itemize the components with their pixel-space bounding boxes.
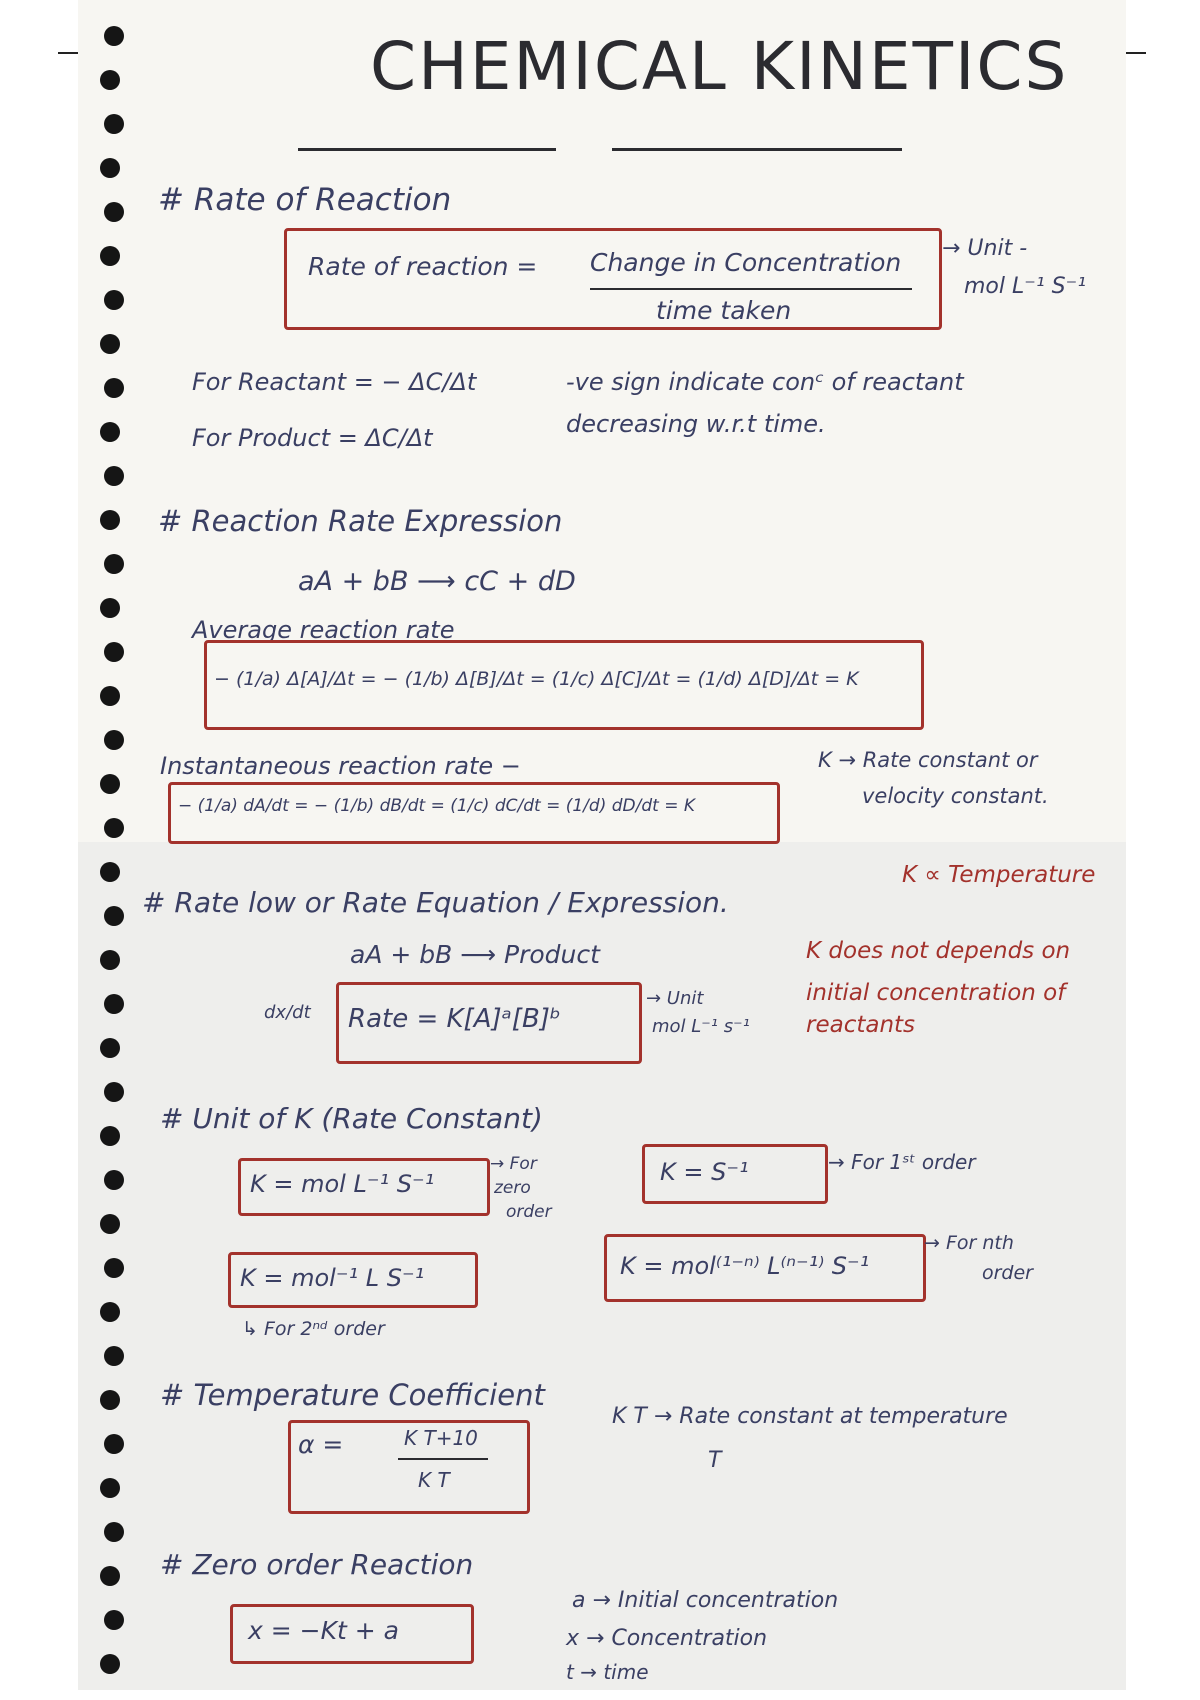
binding-hole	[100, 70, 120, 90]
temperature-note-line2: T	[708, 1448, 722, 1473]
instantaneous-rate-label: Instantaneous reaction rate −	[160, 752, 521, 780]
second-order-unit-formula: K = mol⁻¹ L S⁻¹	[240, 1264, 425, 1292]
second-order-note: ↳ For 2ⁿᵈ order	[242, 1318, 385, 1340]
binding-hole	[104, 1170, 124, 1190]
binding-hole	[100, 1478, 120, 1498]
zero-order-note-a: a → Initial concentration	[572, 1588, 839, 1613]
first-order-note: → For 1ˢᵗ order	[828, 1150, 976, 1174]
binding-hole	[100, 1390, 120, 1410]
rate-law-note-line1: K does not depends on	[806, 938, 1071, 964]
binding-hole	[104, 730, 124, 750]
binding-hole	[104, 906, 124, 926]
binding-hole	[104, 1082, 124, 1102]
zero-order-formula: x = −Kt + a	[248, 1616, 399, 1645]
temperature-note-line1: K T → Rate constant at temperature	[612, 1404, 1008, 1429]
rate-definition-lhs: Rate of reaction =	[308, 252, 538, 281]
heading-temperature-coefficient: # Temperature Coefficient	[160, 1378, 545, 1412]
reactant-rate: For Reactant = − ΔC/Δt	[192, 368, 477, 396]
binding-hole	[104, 202, 124, 222]
rate-unit-label: → Unit -	[942, 236, 1028, 261]
binding-hole	[100, 334, 120, 354]
sign-note-line1: -ve sign indicate conᶜ of reactant	[566, 368, 964, 396]
binding-hole	[104, 1522, 124, 1542]
binding-hole	[104, 818, 124, 838]
binding-hole	[104, 466, 124, 486]
binding-hole	[104, 1610, 124, 1630]
average-rate-label: Average reaction rate	[192, 616, 455, 644]
rate-law-formula: Rate = K[A]ᵃ[B]ᵇ	[348, 1004, 562, 1034]
binding-hole	[104, 642, 124, 662]
temperature-coefficient-alpha: α =	[298, 1430, 344, 1459]
rate-law-unit-label: → Unit	[646, 988, 704, 1009]
nth-order-note-2: order	[982, 1262, 1033, 1284]
rate-law-note-line3: reactants	[806, 1012, 916, 1038]
binding-hole	[104, 554, 124, 574]
zero-order-note-x: x → Concentration	[566, 1626, 768, 1651]
heading-unit-of-k: # Unit of K (Rate Constant)	[160, 1102, 543, 1135]
binding-hole	[104, 114, 124, 134]
binding-hole	[104, 378, 124, 398]
binding-hole	[100, 1302, 120, 1322]
binding-hole	[104, 26, 124, 46]
rate-definition-numerator: Change in Concentration	[590, 248, 902, 277]
k-note-line2: velocity constant.	[862, 784, 1049, 808]
zero-order-note-t: t → time	[566, 1660, 649, 1684]
binding-hole	[100, 686, 120, 706]
instantaneous-rate-formula: − (1/a) dA/dt = − (1/b) dB/dt = (1/c) dC/dt = (1/d) dD/dt = K	[178, 796, 695, 816]
general-reaction-equation: aA + bB ⟶ cC + dD	[298, 566, 576, 597]
k-note-line1: K → Rate constant or	[818, 748, 1038, 772]
binding-hole	[104, 1258, 124, 1278]
binding-hole	[104, 1434, 124, 1454]
binding-hole	[100, 422, 120, 442]
zero-order-note-2: zero	[494, 1178, 531, 1198]
nth-order-unit-formula: K = mol⁽¹⁻ⁿ⁾ L⁽ⁿ⁻¹⁾ S⁻¹	[620, 1252, 870, 1280]
binding-hole	[100, 1214, 120, 1234]
rate-law-equation: aA + bB ⟶ Product	[350, 940, 600, 969]
zero-order-note-1: → For	[490, 1154, 537, 1174]
dx-dt-label: dx/dt	[264, 1002, 311, 1023]
binding-hole	[100, 950, 120, 970]
zero-order-note-3: order	[506, 1202, 552, 1222]
temperature-coefficient-fraction-bar	[398, 1458, 488, 1460]
k-temperature-note: K ∝ Temperature	[902, 862, 1096, 888]
heading-rate-expression: # Reaction Rate Expression	[158, 504, 563, 538]
nth-order-note-1: → For nth	[924, 1232, 1014, 1254]
rate-definition-denominator: time taken	[656, 296, 792, 325]
binding-hole	[100, 158, 120, 178]
binding-hole	[100, 1126, 120, 1146]
binding-hole	[100, 1038, 120, 1058]
title-underline-right	[612, 148, 902, 151]
page-title: CHEMICAL KINETICS	[370, 28, 1069, 105]
rate-law-unit-value: mol L⁻¹ s⁻¹	[652, 1016, 750, 1037]
binding-hole	[100, 774, 120, 794]
binding-hole	[104, 290, 124, 310]
binding-hole	[104, 1346, 124, 1366]
heading-rate-of-reaction: # Rate of Reaction	[158, 182, 452, 218]
binding-hole	[104, 994, 124, 1014]
binding-hole	[100, 1654, 120, 1674]
heading-zero-order-reaction: # Zero order Reaction	[160, 1548, 474, 1581]
spiral-binding-holes	[96, 0, 136, 1700]
rate-law-note-line2: initial concentration of	[806, 980, 1066, 1006]
binding-hole	[100, 862, 120, 882]
sign-note-line2: decreasing w.r.t time.	[566, 410, 826, 438]
rate-unit-value: mol L⁻¹ S⁻¹	[964, 274, 1087, 299]
binding-hole	[100, 246, 120, 266]
temperature-coefficient-denominator: K T	[418, 1468, 450, 1492]
binding-hole	[100, 598, 120, 618]
temperature-coefficient-numerator: K T+10	[404, 1426, 478, 1450]
binding-hole	[100, 1566, 120, 1586]
first-order-unit-formula: K = S⁻¹	[660, 1158, 749, 1186]
margin-line-right	[1126, 52, 1146, 54]
rate-definition-fraction-bar	[590, 288, 912, 290]
product-rate: For Product = ΔC/Δt	[192, 424, 433, 452]
average-rate-formula: − (1/a) Δ[A]/Δt = − (1/b) Δ[B]/Δt = (1/c) Δ[C]/Δt = (1/d) Δ[D]/Δt = K	[214, 668, 859, 690]
zero-order-unit-formula: K = mol L⁻¹ S⁻¹	[250, 1170, 435, 1198]
margin-line-left	[58, 52, 78, 54]
heading-rate-law: # Rate low or Rate Equation / Expression.	[142, 886, 729, 919]
title-underline-left	[298, 148, 556, 151]
binding-hole	[100, 510, 120, 530]
